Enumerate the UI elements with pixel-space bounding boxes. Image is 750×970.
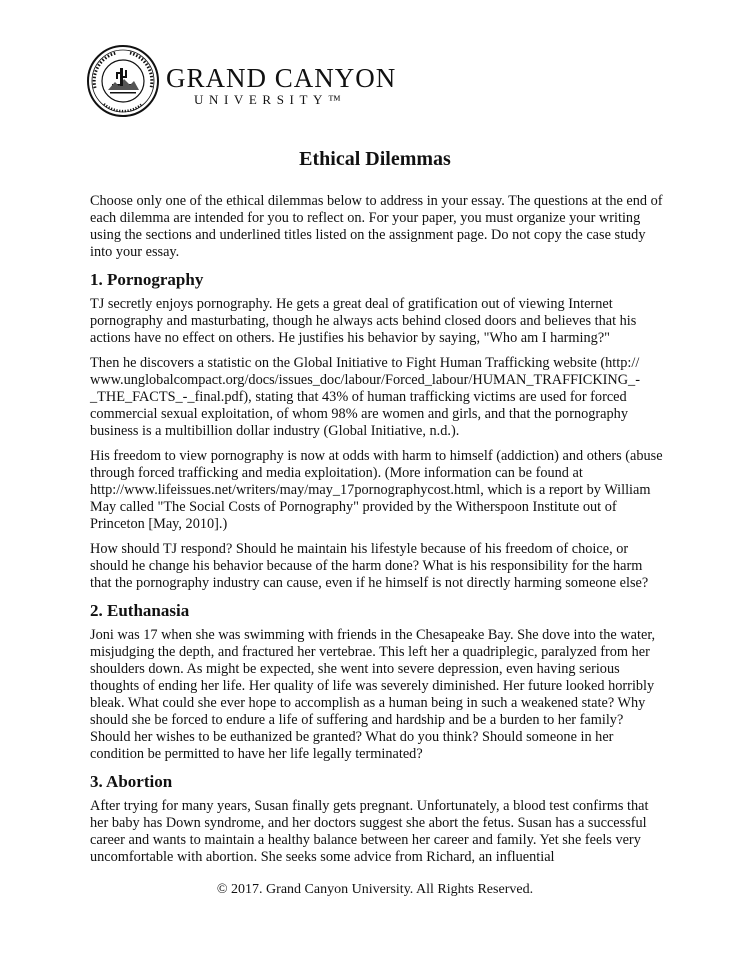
university-seal-icon: [86, 44, 160, 118]
section-heading-abortion: 3. Abortion: [90, 772, 173, 791]
section-heading-euthanasia: 2. Euthanasia: [90, 601, 190, 620]
copyright-footer: © 2017. Grand Canyon University. All Rights Reserved.: [216, 882, 534, 897]
document-body: [90, 193, 665, 874]
paragraph: Then he discovers a statistic on the Global Initiative to Fight Human Trafficking website (http:// www.unglobalcompact.org/docs/issues_doc/labour/Forced_labour/HUMAN_TRAFFICKING_-_THE_FACTS_-_final.pdf), stating that 43% of human trafficking victims are used for forced commercial sexual exploitation, of whom 98% are women and girls, and that the pornography business is a multibillion dollar industry (Global Initiative, n.d.).: [90, 355, 640, 439]
page-title: Ethical Dilemmas: [299, 148, 451, 170]
wordmark: [166, 64, 396, 108]
paragraph: His freedom to view pornography is now at odds with harm to himself (addiction) and others (abuse through forced trafficking and media exploitation). (More information can be found at http://www.lifeissues.net/writers/may/may_17pornographycost.html, which is a report by William May called "The Social Costs of Pornography" provided by the Witherspoon Institute out of Princeton [May, 2010].): [90, 448, 663, 532]
section-heading-pornography: 1. Pornography: [90, 270, 204, 289]
intro-paragraph: Choose only one of the ethical dilemmas below to address in your essay. The questions at the end of each dilemma are intended for you to reflect on. For your paper, you must organize your writing using the sections and underlined titles listed on the assignment page. Do not copy the case study into your essay.: [90, 193, 663, 260]
logo-name: GRAND CANYON: [166, 63, 397, 93]
paragraph: TJ secretly enjoys pornography. He gets a great deal of gratification out of viewing Internet pornography and masturbating, though he always acts behind closed doors and believes that his actions have no effect on others. He justifies his behavior by saying, "Who am I harming?": [90, 296, 637, 346]
university-logo: [86, 44, 397, 120]
paragraph: Joni was 17 when she was swimming with friends in the Chesapeake Bay. She dove into the water, misjudging the depth, and fractured her vertebrae. This left her a quadriplegic, paralyzed from her shoulders down. As might be expected, she went into severe depression, even having serious thoughts of ending her life. Her quality of life was severely diminished. Her future looked horribly bleak. What could she ever hope to accomplish as a human being in such a weakened state? Why should she be forced to endure a life of suffering and hardship and be a burden to her family? Should her wishes to be euthanized be granted? What do you think? Should someone in her condition be permitted to have her life legally terminated?: [90, 627, 656, 762]
paragraph: After trying for many years, Susan finally gets pregnant. Unfortunately, a blood test confirms that her baby has Down syndrome, and her doctors suggest she abort the fetus. Susan has a successful career and wants to maintain a healthy balance between her career and family. Yet she feels very uncomfortable with abortion. She seeks some advice from Richard, an influential: [90, 798, 649, 865]
logo-subtitle: UNIVERSITY™: [194, 92, 347, 107]
paragraph: How should TJ respond? Should he maintain his lifestyle because of his freedom of choice, or should he change his behavior because of the harm done? What is his responsibility for the harm that the pornography industry can cause, even if he himself is not directly harming someone else?: [90, 541, 649, 591]
